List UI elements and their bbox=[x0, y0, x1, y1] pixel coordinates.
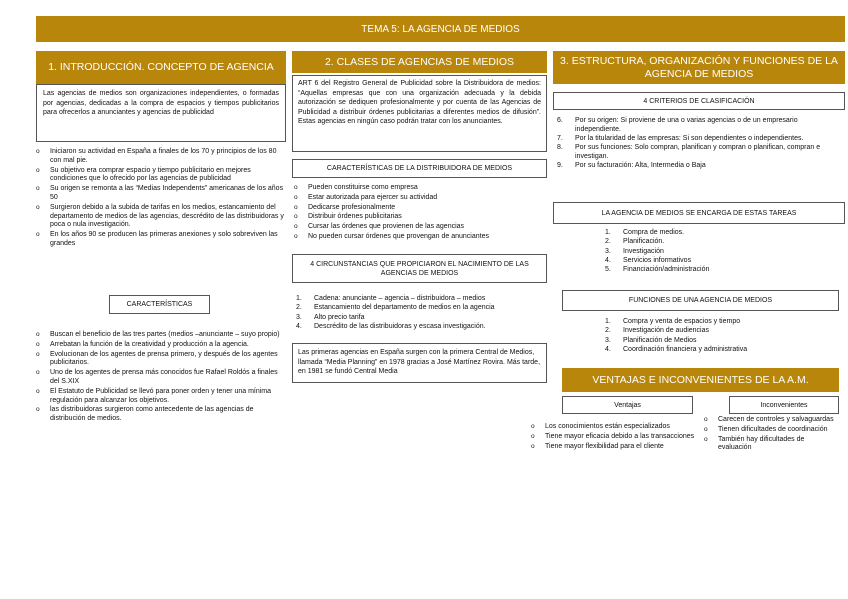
list-item: 9. Por su facturación: Alta, Intermedia o Baja bbox=[557, 162, 706, 170]
list-item: o Arrebatan la función de la creatividad y producción a la agencia. bbox=[36, 341, 286, 350]
cons-title: Inconvenientes bbox=[729, 396, 839, 414]
list-item: o las distribuidoras surgieron como antecedente de las agencias de distribución de medios. bbox=[36, 406, 286, 424]
list-item: o Su objetivo era comprar espacio y tiempo publicitario en mejores condiciones que lo ofrecido por las agencias de publicidad bbox=[36, 167, 286, 185]
list-item: o Pueden constituirse como empresa bbox=[294, 184, 547, 193]
list-item: o Tiene mayor flexibilidad para el cliente bbox=[531, 443, 696, 452]
list-item: 3. Planificación de Medios bbox=[605, 336, 697, 344]
list-item: 3. Alto precio tarifa bbox=[296, 313, 365, 321]
list-item: 1. Compra y venta de espacios y tiempo bbox=[605, 318, 741, 325]
list-item: o Buscan el beneficio de las tres partes (medios –anunciante – suyo propio) bbox=[36, 331, 286, 340]
criteria-list bbox=[553, 117, 845, 172]
registry-box: ART 6 del Registro General de Publicidad sobre la Distribuidora de medios: “Aquellas empresas que con una organización adecuada y la debida autorización se dediquen profesionalmente y por cuenta de las Agencias de Publicidad a distribuir órdenes publicitarias a diferentes medios de difusión”. Estas agencias en ningún caso podrán tratar con los anunciantes. bbox=[292, 75, 547, 152]
cons-list bbox=[704, 416, 839, 454]
page-title: TEMA 5: LA AGENCIA DE MEDIOS bbox=[36, 16, 845, 42]
pros-list bbox=[531, 423, 696, 452]
criteria-title: 4 CRITERIOS DE CLASIFICACIÓN bbox=[553, 92, 845, 110]
list-item: 4. Coordinación financiera y administrativa bbox=[605, 345, 748, 353]
pros-cons-header: VENTAJAS E INCONVENIENTES DE LA A.M. bbox=[562, 368, 839, 392]
list-item: o Carecen de controles y salvaguardas bbox=[704, 416, 839, 425]
distributor-characteristics-title: CARACTERÍSTICAS DE LA DISTRIBUIDORA DE MEDIOS bbox=[292, 159, 547, 178]
list-item: o Iniciaron su actividad en España a finales de los 70 y principios de los 80 con mal pie. bbox=[36, 148, 286, 166]
functions-title: FUNCIONES DE UNA AGENCIA DE MEDIOS bbox=[562, 290, 839, 311]
list-item: 1. Compra de medios. bbox=[605, 229, 685, 236]
list-item: 3. Investigación bbox=[605, 247, 664, 255]
list-item: o Distribuir órdenes publicitarias bbox=[294, 213, 547, 222]
list-item: 8. Por sus funciones: Solo compran, planifican y compran o planifican, compran e investigan. bbox=[557, 144, 821, 161]
list-item: o Tiene mayor eficacia debido a las transacciones bbox=[531, 433, 696, 442]
pros-title: Ventajas bbox=[562, 396, 693, 414]
section-2-header: 2. CLASES DE AGENCIAS DE MEDIOS bbox=[292, 51, 547, 73]
list-item: o El Estatuto de Publicidad se llevó para poner orden y tener una mínima regulación para alcanzar los objetivos. bbox=[36, 388, 286, 406]
list-item: 6. Por su origen: Si proviene de una o varias agencias o de un empresario independiente. bbox=[557, 117, 798, 133]
section-3-header: 3. ESTRUCTURA, ORGANIZACIÓN Y FUNCIONES DE LA AGENCIA DE MEDIOS bbox=[553, 51, 845, 84]
list-item: o Estar autorizada para ejercer su actividad bbox=[294, 194, 547, 203]
list-item: 2. Planificación. bbox=[605, 238, 665, 246]
first-agencies-box: Las primeras agencias en España surgen con la primera Central de Medios, llamada “Media Planning” en 1978 gracias a José Martínez Rovira. Más tarde, en 1981 se fundó Central Media bbox=[292, 343, 547, 383]
section-1-header: 1. INTRODUCCIÓN. CONCEPTO DE AGENCIA bbox=[36, 51, 286, 84]
list-item: o También hay dificultades de evaluación bbox=[704, 436, 839, 454]
list-item: o Evolucionan de los agentes de prensa primero, y después de los agentes publicitarios. bbox=[36, 351, 286, 369]
circumstances-list bbox=[292, 295, 547, 332]
list-item: 4. Servicios informativos bbox=[605, 256, 692, 264]
list-item: o Uno de los agentes de prensa más conocidos fue Rafael Roldós a finales del S.XIX bbox=[36, 369, 286, 387]
list-item: 7. Por la titularidad de las empresas: Si son dependientes o independientes. bbox=[557, 135, 804, 143]
list-item: 2. Estancamiento del departamento de medios en la agencia bbox=[296, 304, 495, 312]
history-list bbox=[36, 148, 286, 250]
list-item: o Tienen dificultades de coordinación bbox=[704, 426, 839, 435]
list-item: o Los conocimientos están especializados bbox=[531, 423, 696, 432]
definition-box: Las agencias de medios son organizaciones independientes, o formadas por agencias, dedicadas a la compra de espacios y tiempos publicitarios para ofrecerlos a anunciantes y agencias de publicidad bbox=[36, 84, 286, 142]
list-item: 5. Financiación/administración bbox=[605, 266, 710, 274]
list-item: o No pueden cursar órdenes que provengan de anunciantes bbox=[294, 233, 547, 242]
tasks-list bbox=[601, 229, 831, 275]
list-item: o Cursar las órdenes que provienen de las agencias bbox=[294, 223, 547, 232]
list-item: o Dedicarse profesionalmente bbox=[294, 204, 547, 213]
list-item: o En los años 90 se producen las primeras anexiones y solo sobreviven las grandes bbox=[36, 231, 286, 249]
list-item: 4. Descrédito de las distribuidoras y escasa investigación. bbox=[296, 322, 486, 330]
characteristics-list bbox=[36, 331, 286, 425]
list-item: 1. Cadena: anunciante – agencia – distribuidora – medios bbox=[296, 295, 486, 302]
list-item: 2. Investigación de audiencias bbox=[605, 327, 710, 335]
tasks-title: LA AGENCIA DE MEDIOS SE ENCARGA DE ESTAS TAREAS bbox=[553, 202, 845, 224]
characteristics-title: CARACTERÍSTICAS bbox=[109, 295, 210, 314]
distributor-characteristics-list bbox=[294, 184, 547, 243]
functions-list bbox=[601, 318, 841, 355]
circumstances-title: 4 CIRCUNSTANCIAS QUE PROPICIARON EL NACIMIENTO DE LAS AGENCIAS DE MEDIOS bbox=[292, 254, 547, 283]
list-item: o Surgieron debido a la subida de tarifas en los medios, estancamiento del departamento de medios de las agencias, descrédito de las distribuidoras y poca o nula investigación. bbox=[36, 204, 286, 230]
list-item: o Su origen se remonta a las “Medias Independents” americanas de los años 50 bbox=[36, 185, 286, 203]
